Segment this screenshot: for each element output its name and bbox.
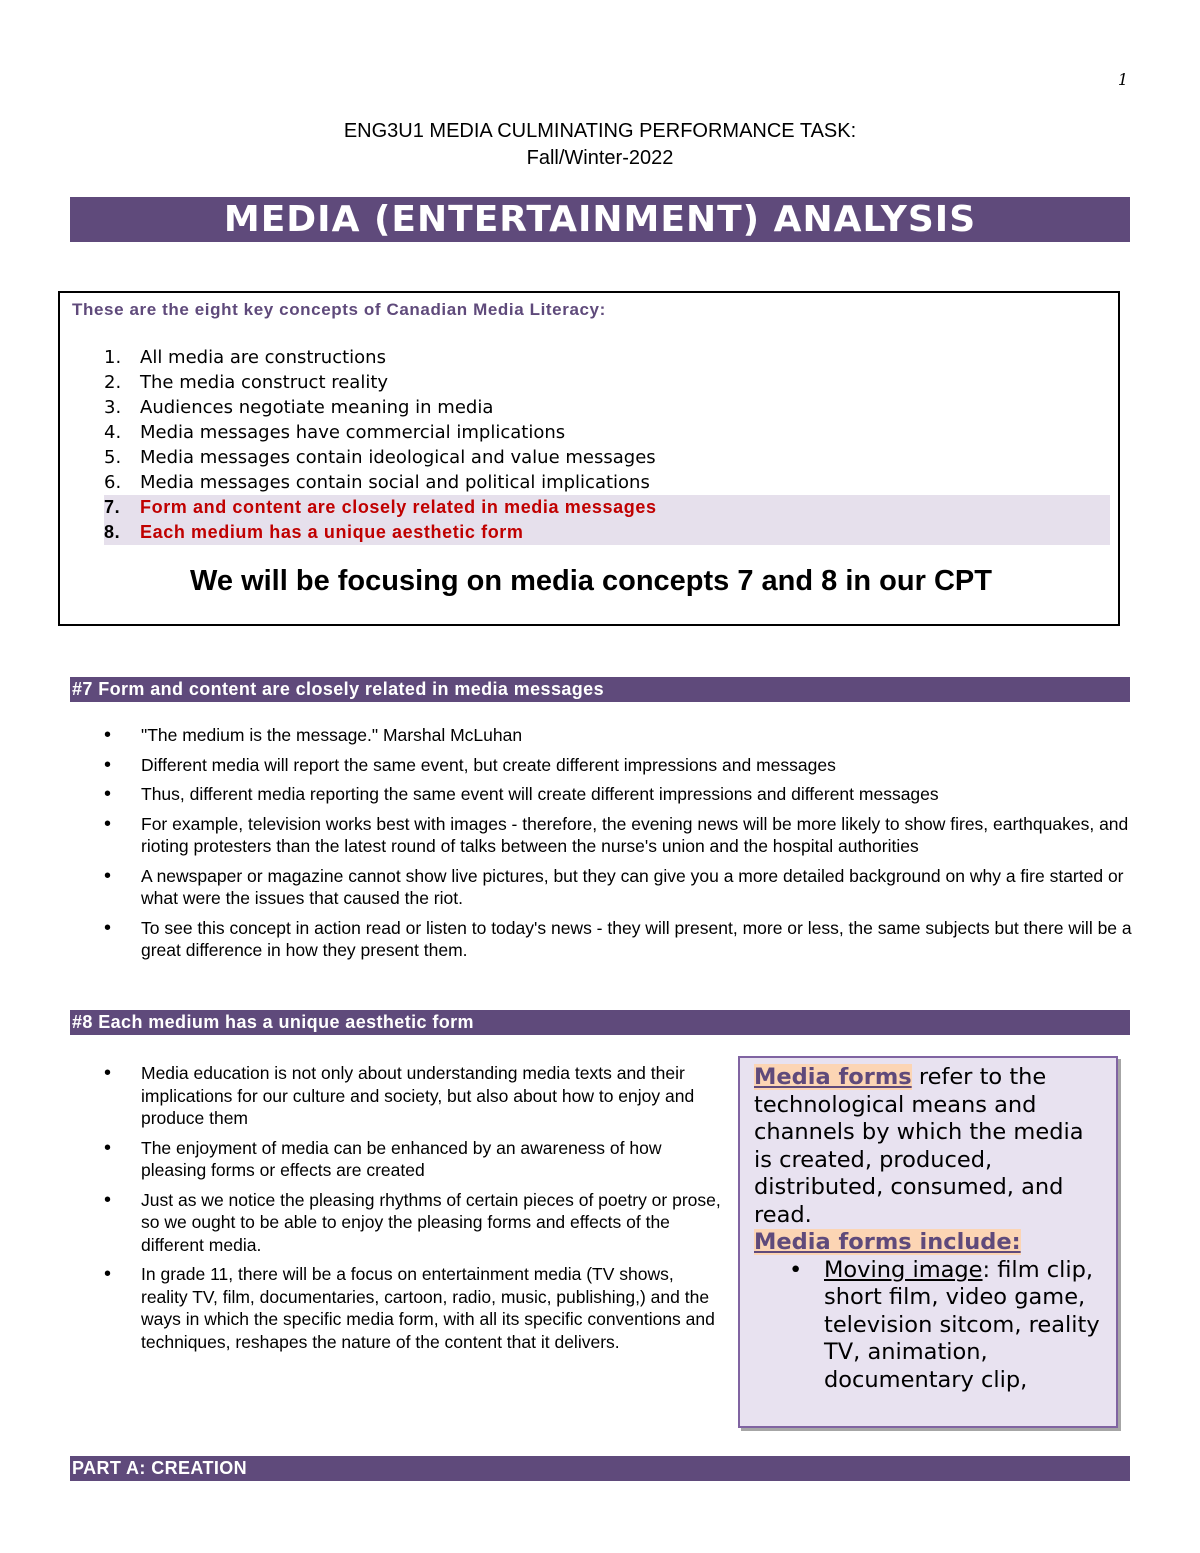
list-item: • In grade 11, there will be a focus on entertainment media (TV shows, reality TV, film, documentaries, cartoon, radio, music, publishing,) and the ways in which the specific media form, with all its specific conventions and techniques, reshapes the nature of the content that it delivers. bbox=[104, 1263, 722, 1353]
list-item: • A newspaper or magazine cannot show live pictures, but they can give you a more detailed background on why a fire started or what were the issues that caused the riot. bbox=[104, 865, 1134, 910]
list-item: • Thus, different media reporting the same event will create different impressions and different messages bbox=[104, 783, 1134, 806]
document-title bbox=[0, 118, 1200, 172]
concept-item: 4. Media messages have commercial implications bbox=[104, 422, 566, 443]
media-forms-list bbox=[754, 1257, 1102, 1395]
concept-item: 3. Audiences negotiate meaning in media bbox=[104, 397, 494, 418]
concepts-list bbox=[104, 345, 1110, 545]
list-item: • Moving image: film clip, short film, video game, television sitcom, reality TV, animation, documentary clip, bbox=[824, 1257, 1102, 1395]
concept-item: 5. Media messages contain ideological and value messages bbox=[104, 447, 656, 468]
media-forms-callout bbox=[738, 1056, 1118, 1428]
media-forms-definition: Media forms refer to the technological means and channels by which the media is created, produced, distributed, consumed, and read. bbox=[754, 1064, 1084, 1228]
term-label: Fall/Winter-2022 bbox=[526, 147, 674, 169]
concept-item: 6. Media messages contain social and political implications bbox=[104, 472, 650, 493]
key-concepts-box bbox=[58, 291, 1120, 626]
concepts-heading: These are the eight key concepts of Canadian Media Literacy: bbox=[72, 300, 606, 319]
main-banner: MEDIA (ENTERTAINMENT) ANALYSIS bbox=[70, 197, 1130, 242]
list-item: • Different media will report the same event, but create different impressions and messages bbox=[104, 754, 1134, 777]
focus-statement: We will be focusing on media concepts 7 and 8 in our CPT bbox=[190, 565, 992, 597]
page-number: 1 bbox=[1117, 70, 1128, 89]
list-item: • "The medium is the message." Marshal McLuhan bbox=[104, 724, 1134, 747]
concept-item: 1. All media are constructions bbox=[104, 347, 386, 368]
part-a-header: PART A: CREATION bbox=[70, 1456, 1130, 1481]
course-title: ENG3U1 MEDIA CULMINATING PERFORMANCE TASK: bbox=[343, 120, 857, 142]
list-item: • Media education is not only about understanding media texts and their implications for our culture and society, but also about how to enjoy and produce them bbox=[104, 1062, 722, 1130]
list-item: • Just as we notice the pleasing rhythms of certain pieces of poetry or prose, so we ought to be able to enjoy the pleasing forms and effects of the different media. bbox=[104, 1189, 722, 1257]
concept-item-highlighted: 7. Form and content are closely related in media messages bbox=[104, 495, 1110, 520]
section-7-bullets bbox=[104, 724, 1134, 969]
list-item: • For example, television works best with images - therefore, the evening news will be more likely to show fires, earthquakes, and rioting protesters than the latest round of talks between the nurse's union and the hospital authorities bbox=[104, 813, 1134, 858]
section-8-header: #8 Each medium has a unique aesthetic form bbox=[70, 1010, 1130, 1035]
media-forms-term: Media forms bbox=[754, 1064, 912, 1090]
list-item: • The enjoyment of media can be enhanced by an awareness of how pleasing forms or effects are created bbox=[104, 1137, 722, 1182]
media-forms-include-heading: Media forms include: bbox=[754, 1229, 1021, 1255]
section-7-header: #7 Form and content are closely related in media messages bbox=[70, 677, 1130, 702]
concept-item: 2. The media construct reality bbox=[104, 372, 389, 393]
concept-item-highlighted: 8. Each medium has a unique aesthetic form bbox=[104, 520, 1110, 545]
section-8-bullets bbox=[104, 1062, 722, 1360]
list-item: • To see this concept in action read or listen to today's news - they will present, more or less, the same subjects but there will be a great difference in how they present them. bbox=[104, 917, 1134, 962]
